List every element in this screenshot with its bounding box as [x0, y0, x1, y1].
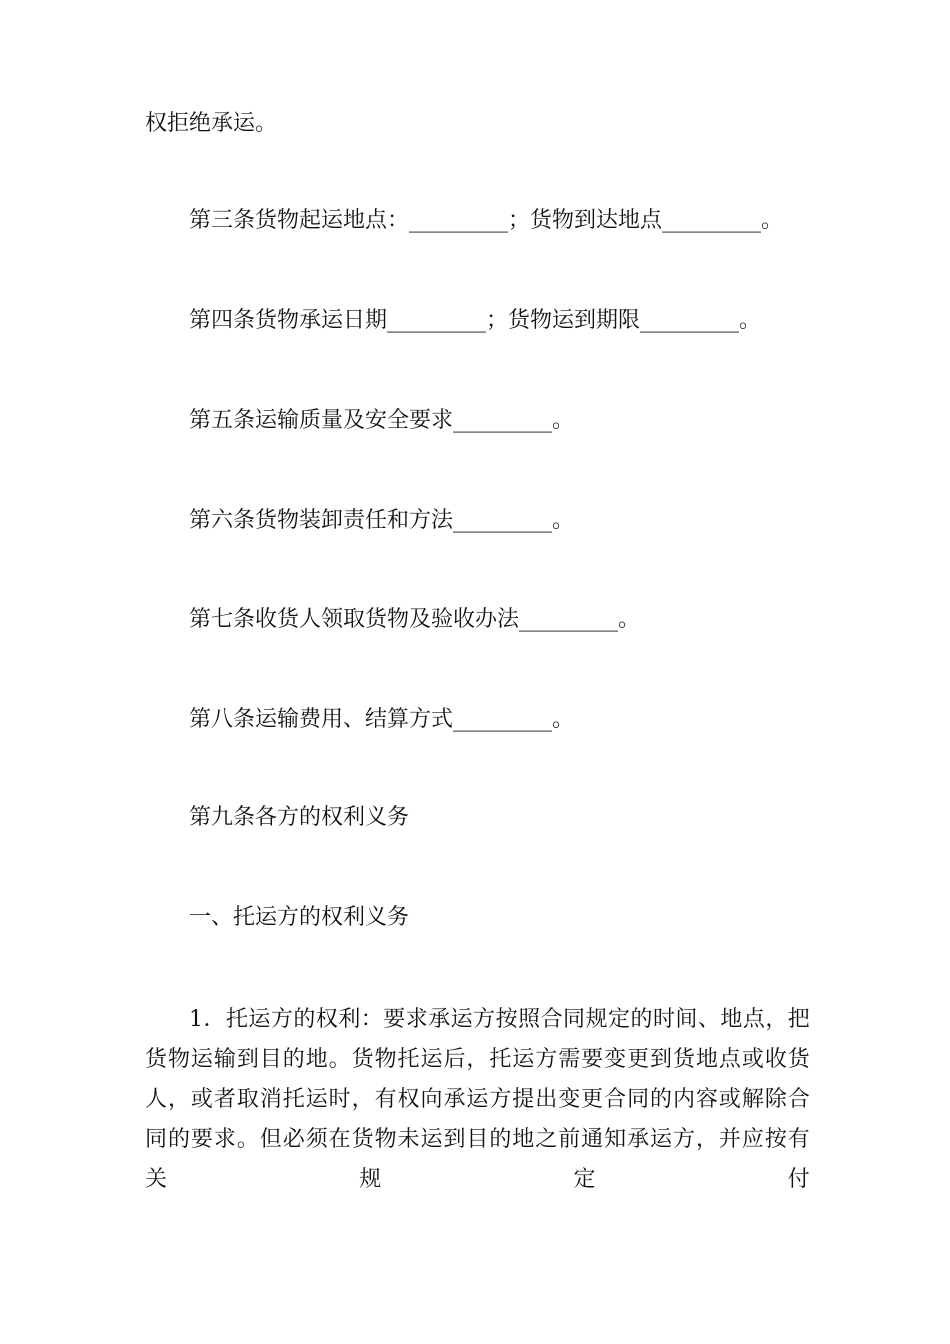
- clause-9-heading: 第九条各方的权利义务: [189, 805, 410, 830]
- text-line-1: 权拒绝承运。: [145, 111, 278, 136]
- clause-8-line: 第八条运输费用、结算方式_________。: [189, 707, 575, 732]
- clause-5-line: 第五条运输质量及安全要求_________。: [189, 408, 575, 433]
- clause-6-line: 第六条货物装卸责任和方法_________。: [189, 508, 575, 533]
- clause-7-line: 第七条收货人领取货物及验收办法_________。: [189, 607, 641, 632]
- rights-paragraph: 1．托运方的权利：要求承运方按照合同规定的时间、地点，把货物运输到目的地。货物托运后，托运方需要变更到货地点或收货人，或者取消托运时，有权向承运方提出变更合同的内容或解除合同的要求。但必须在货物未运到目的地之前通知承运方，并应按有关规定付: [145, 1007, 810, 1192]
- clause-3-line: 第三条货物起运地点：_________；货物到达地点_________。: [189, 208, 784, 233]
- section-1-heading: 一、托运方的权利义务: [189, 905, 410, 930]
- clause-4-line: 第四条货物承运日期_________；货物运到期限_________。: [189, 308, 762, 333]
